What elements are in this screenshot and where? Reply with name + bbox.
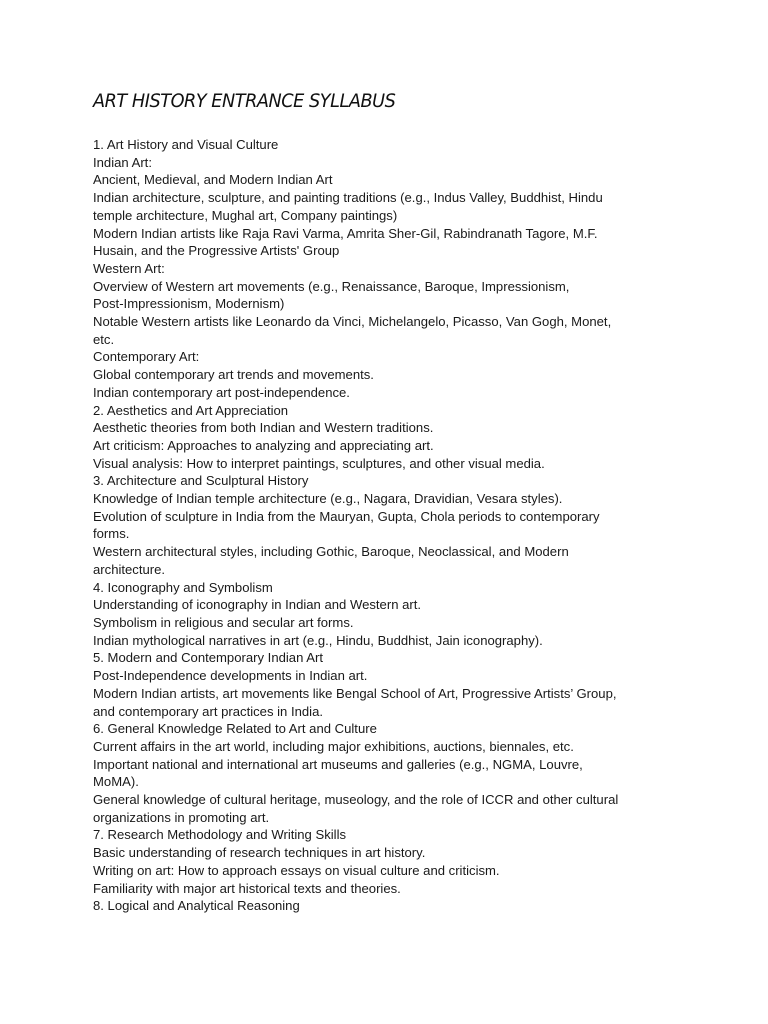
- syllabus-line: Art criticism: Approaches to analyzing and appreciating art.: [93, 437, 434, 453]
- syllabus-line: 2. Aesthetics and Art Appreciation: [93, 402, 289, 418]
- syllabus-line: Post-Impressionism, Modernism): [93, 296, 285, 312]
- syllabus-line: Overview of Western art movements (e.g., Renaissance, Baroque, Impressionism,: [93, 278, 570, 294]
- syllabus-line: 8. Logical and Analytical Reasoning: [93, 898, 300, 914]
- syllabus-line: architecture.: [93, 561, 166, 577]
- syllabus-line: Ancient, Medieval, and Modern Indian Art: [93, 172, 333, 188]
- syllabus-line: Evolution of sculpture in India from the Mauryan, Gupta, Chola periods to contemporary: [93, 508, 600, 524]
- syllabus-line: Modern Indian artists, art movements like Bengal School of Art, Progressive Artists’ Group,: [93, 685, 617, 701]
- syllabus-line: Western Art:: [93, 260, 165, 276]
- syllabus-line: Western architectural styles, including Gothic, Baroque, Neoclassical, and Modern: [93, 544, 569, 560]
- syllabus-line: Familiarity with major art historical texts and theories.: [93, 880, 401, 896]
- syllabus-line: Knowledge of Indian temple architecture (e.g., Nagara, Dravidian, Vesara styles).: [93, 491, 563, 507]
- syllabus-line: General knowledge of cultural heritage, museology, and the role of ICCR and other cultural: [93, 792, 619, 808]
- syllabus-line: Visual analysis: How to interpret paintings, sculptures, and other visual media.: [93, 455, 545, 471]
- syllabus-line: and contemporary art practices in India.: [93, 703, 323, 719]
- syllabus-line: Indian Art:: [93, 154, 152, 170]
- syllabus-line: 7. Research Methodology and Writing Skills: [93, 827, 347, 843]
- syllabus-line: Important national and international art museums and galleries (e.g., NGMA, Louvre,: [93, 756, 583, 772]
- syllabus-line: Husain, and the Progressive Artists' Group: [93, 243, 340, 259]
- syllabus-line: 6. General Knowledge Related to Art and Culture: [93, 721, 377, 737]
- syllabus-line: Understanding of iconography in Indian and Western art.: [93, 597, 422, 613]
- syllabus-line: Global contemporary art trends and movements.: [93, 367, 374, 383]
- syllabus-line: Basic understanding of research techniques in art history.: [93, 845, 426, 861]
- syllabus-line: MoMA).: [93, 774, 139, 790]
- syllabus-line: Current affairs in the art world, including major exhibitions, auctions, biennales, etc.: [93, 738, 574, 754]
- syllabus-body: [93, 136, 673, 915]
- page-title: ART HISTORY ENTRANCE SYLLABUS: [93, 90, 396, 112]
- syllabus-line: Contemporary Art:: [93, 349, 200, 365]
- syllabus-line: Writing on art: How to approach essays on visual culture and criticism.: [93, 862, 500, 878]
- syllabus-line: Indian architecture, sculpture, and painting traditions (e.g., Indus Valley, Buddhist, Hindu: [93, 190, 603, 206]
- syllabus-line: Modern Indian artists like Raja Ravi Varma, Amrita Sher-Gil, Rabindranath Tagore, M.F.: [93, 225, 598, 241]
- syllabus-line: 3. Architecture and Sculptural History: [93, 473, 309, 489]
- syllabus-line: Aesthetic theories from both Indian and Western traditions.: [93, 420, 434, 436]
- syllabus-line: forms.: [93, 526, 130, 542]
- syllabus-line: Symbolism in religious and secular art forms.: [93, 614, 354, 630]
- syllabus-line: Post-Independence developments in Indian art.: [93, 668, 368, 684]
- syllabus-line: 4. Iconography and Symbolism: [93, 579, 273, 595]
- syllabus-line: 1. Art History and Visual Culture: [93, 137, 279, 152]
- syllabus-line: Notable Western artists like Leonardo da Vinci, Michelangelo, Picasso, Van Gogh, Monet,: [93, 314, 612, 330]
- syllabus-line: etc.: [93, 331, 115, 347]
- syllabus-line: Indian mythological narratives in art (e.g., Hindu, Buddhist, Jain iconography).: [93, 632, 543, 648]
- syllabus-line: temple architecture, Mughal art, Company paintings): [93, 207, 398, 223]
- syllabus-line: 5. Modern and Contemporary Indian Art: [93, 650, 323, 666]
- syllabus-line: Indian contemporary art post-independence.: [93, 384, 350, 400]
- syllabus-line: organizations in promoting art.: [93, 809, 270, 825]
